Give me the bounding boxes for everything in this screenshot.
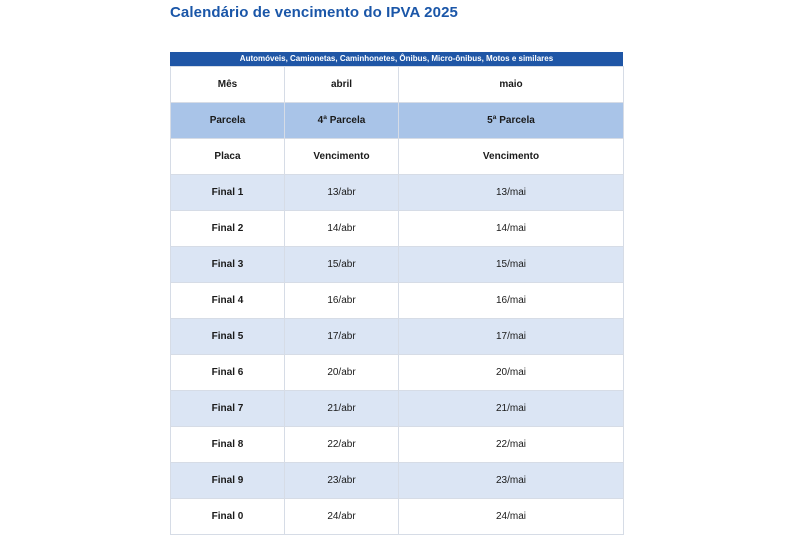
table-row bbox=[171, 427, 624, 463]
table-row bbox=[171, 211, 624, 247]
plate-cell: Final 9 bbox=[171, 463, 285, 499]
may-due-cell: 17/mai bbox=[399, 319, 624, 355]
table-row bbox=[171, 463, 624, 499]
parcel-5: 5ª Parcela bbox=[399, 103, 624, 139]
page-title: Calendário de vencimento do IPVA 2025 bbox=[170, 4, 458, 21]
parcel-4: 4ª Parcela bbox=[285, 103, 399, 139]
april-due-cell: 14/abr bbox=[285, 211, 399, 247]
due-label-april: Vencimento bbox=[285, 139, 399, 175]
plate-cell: Final 3 bbox=[171, 247, 285, 283]
table-row bbox=[171, 247, 624, 283]
plate-cell: Final 0 bbox=[171, 499, 285, 535]
month-label: Mês bbox=[171, 67, 285, 103]
may-due-cell: 23/mai bbox=[399, 463, 624, 499]
april-due-cell: 15/abr bbox=[285, 247, 399, 283]
parcel-label: Parcela bbox=[171, 103, 285, 139]
plate-cell: Final 2 bbox=[171, 211, 285, 247]
april-due-cell: 21/abr bbox=[285, 391, 399, 427]
table-body bbox=[171, 67, 624, 535]
may-due-cell: 13/mai bbox=[399, 175, 624, 211]
may-due-cell: 14/mai bbox=[399, 211, 624, 247]
table-row bbox=[171, 319, 624, 355]
plate-cell: Final 8 bbox=[171, 427, 285, 463]
may-due-cell: 15/mai bbox=[399, 247, 624, 283]
april-due-cell: 13/abr bbox=[285, 175, 399, 211]
plate-cell: Final 7 bbox=[171, 391, 285, 427]
april-due-cell: 22/abr bbox=[285, 427, 399, 463]
plate-cell: Final 1 bbox=[171, 175, 285, 211]
vehicle-category-banner: Automóveis, Camionetas, Caminhonetes, Ônibus, Micro-ônibus, Motos e similares bbox=[170, 52, 623, 66]
may-due-cell: 20/mai bbox=[399, 355, 624, 391]
plate-cell: Final 6 bbox=[171, 355, 285, 391]
may-due-cell: 21/mai bbox=[399, 391, 624, 427]
month-header-row bbox=[171, 67, 624, 103]
table-row bbox=[171, 283, 624, 319]
april-due-cell: 16/abr bbox=[285, 283, 399, 319]
ipva-calendar-table bbox=[170, 52, 623, 535]
april-due-cell: 23/abr bbox=[285, 463, 399, 499]
parcel-header-row bbox=[171, 103, 624, 139]
plate-cell: Final 4 bbox=[171, 283, 285, 319]
plate-cell: Final 5 bbox=[171, 319, 285, 355]
due-label-may: Vencimento bbox=[399, 139, 624, 175]
month-april: abril bbox=[285, 67, 399, 103]
due-date-table bbox=[170, 66, 624, 535]
april-due-cell: 24/abr bbox=[285, 499, 399, 535]
may-due-cell: 24/mai bbox=[399, 499, 624, 535]
april-due-cell: 17/abr bbox=[285, 319, 399, 355]
plate-header-row bbox=[171, 139, 624, 175]
table-row bbox=[171, 499, 624, 535]
table-row bbox=[171, 175, 624, 211]
april-due-cell: 20/abr bbox=[285, 355, 399, 391]
may-due-cell: 16/mai bbox=[399, 283, 624, 319]
table-row bbox=[171, 391, 624, 427]
plate-label: Placa bbox=[171, 139, 285, 175]
month-may: maio bbox=[399, 67, 624, 103]
may-due-cell: 22/mai bbox=[399, 427, 624, 463]
table-row bbox=[171, 355, 624, 391]
